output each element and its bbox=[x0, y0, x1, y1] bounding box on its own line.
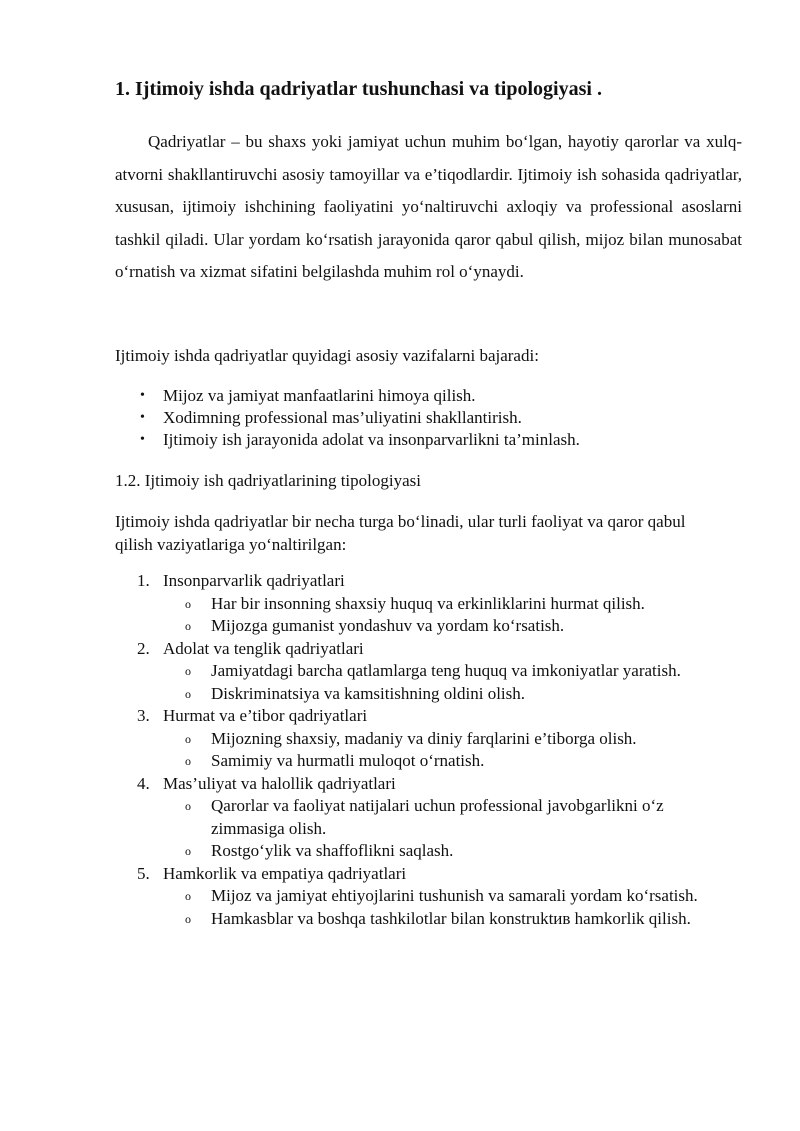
circle-bullet-icon: o bbox=[185, 889, 191, 903]
circle-bullet-icon: o bbox=[185, 754, 191, 768]
sub-list-item-text: Qarorlar va faoliyat natijalari uchun professional javobgarlikni o‘z zimmasiga olish. bbox=[211, 796, 664, 838]
value-type-item bbox=[115, 638, 755, 706]
sub-list-item bbox=[163, 660, 711, 683]
sub-list-item-text: Jamiyatdagi barcha qatlamlarga teng huquq va imkoniyatlar yaratish. bbox=[211, 661, 681, 680]
sub-list bbox=[163, 593, 755, 638]
value-type-item bbox=[115, 705, 755, 773]
bullet-icon: • bbox=[140, 410, 145, 425]
section-intro: Ijtimoiy ishda qadriyatlar bir necha turga bo‘linadi, ular turli faoliyat va qaror qabul qilish vaziyatlariga yo‘naltirilgan: bbox=[115, 512, 686, 554]
sub-list-item-text: Diskriminatsiya va kamsitishning oldini olish. bbox=[211, 683, 526, 703]
circle-bullet-icon: o bbox=[185, 596, 191, 611]
item-number: 5. bbox=[137, 863, 150, 883]
page-title: 1. Ijtimoiy ishda qadriyatlar tushunchasi va tipologiyasi . bbox=[115, 78, 602, 100]
bullet-icon: • bbox=[140, 388, 145, 403]
list-item-text: Ijtimoiy ish jarayonida adolat va insonparvarlikni ta’minlash. bbox=[163, 430, 580, 449]
circle-bullet-icon: o bbox=[185, 799, 191, 813]
functions-heading: Ijtimoiy ishda qadriyatlar quyidagi asosiy vazifalarni bajaradi: bbox=[115, 346, 539, 365]
functions-list bbox=[115, 385, 755, 451]
circle-bullet-icon: o bbox=[185, 619, 191, 633]
sub-list-item-text: Mijozning shaxsiy, madaniy va diniy farqlarini e’tiborga olish. bbox=[211, 728, 637, 748]
sub-list bbox=[163, 795, 755, 863]
item-number: 1. bbox=[137, 571, 150, 590]
sub-list-item bbox=[163, 885, 711, 908]
sub-list-item bbox=[163, 683, 711, 706]
item-number: 2. bbox=[137, 638, 150, 658]
value-type-name: Insonparvarlik qadriyatlari bbox=[163, 571, 345, 590]
item-number: 4. bbox=[137, 773, 150, 793]
circle-bullet-icon: o bbox=[185, 664, 191, 678]
value-type-name: Hamkorlik va empatiya qadriyatlari bbox=[163, 863, 407, 883]
bullet-icon: • bbox=[140, 432, 145, 447]
circle-bullet-icon: o bbox=[185, 731, 191, 746]
value-type-item bbox=[115, 570, 755, 638]
sub-list-item bbox=[163, 795, 711, 840]
value-type-name: Adolat va tenglik qadriyatlari bbox=[163, 638, 364, 658]
sub-list bbox=[163, 728, 755, 773]
circle-bullet-icon: o bbox=[185, 686, 191, 701]
sub-list-item-text: Har bir insonning shaxsiy huquq va erkinliklarini hurmat qilish. bbox=[211, 593, 645, 613]
item-number: 3. bbox=[137, 706, 150, 725]
value-type-name: Mas’uliyat va halollik qadriyatlari bbox=[163, 773, 396, 793]
list-item-text: Mijoz va jamiyat manfaatlarini himoya qilish. bbox=[163, 386, 476, 405]
intro-paragraph: Qadriyatlar – bu shaxs yoki jamiyat uchun muhim bo‘lgan, hayotiy qarorlar va xulq-atvorni shakllantiruvchi asosiy tamoyillar va e’tiqodlardir. Ijtimoiy ish sohasida qadriyatlar, xususan, ijtimoiy ishchining faoliyatini yo‘naltiruvchi axloqiy va professional asoslarni tashkil qiladi. Ular yordam ko‘rsatish jarayonida qaror qabul qilish, mijoz bilan munosabat o‘rnatish va xizmat sifatini belgilashda muhim rol o‘ynaydi. bbox=[115, 132, 742, 282]
circle-bullet-icon: o bbox=[185, 911, 191, 926]
sub-list bbox=[163, 660, 755, 705]
value-types-list bbox=[115, 570, 755, 930]
circle-bullet-icon: o bbox=[185, 844, 191, 858]
sub-list-item-text: Samimiy va hurmatli muloqot o‘rnatish. bbox=[211, 751, 485, 770]
sub-list-item bbox=[163, 593, 711, 616]
sub-list-item bbox=[163, 728, 711, 751]
list-item bbox=[115, 429, 755, 451]
sub-list-item-text: Mijozga gumanist yondashuv va yordam ko‘rsatish. bbox=[211, 616, 565, 635]
list-item bbox=[115, 385, 755, 407]
sub-list-item bbox=[163, 750, 711, 773]
value-type-item bbox=[115, 863, 755, 931]
value-type-name: Hurmat va e’tibor qadriyatlari bbox=[163, 706, 368, 725]
sub-list-item bbox=[163, 615, 711, 638]
sub-list bbox=[163, 885, 755, 930]
sub-list-item bbox=[163, 840, 711, 863]
sub-list-item bbox=[163, 908, 711, 931]
section-heading: 1.2. Ijtimoiy ish qadriyatlarining tipologiyasi bbox=[115, 471, 421, 490]
list-item-text: Xodimning professional mas’uliyatini shakllantirish. bbox=[163, 408, 522, 427]
sub-list-item-text: Mijoz va jamiyat ehtiyojlarini tushunish va samarali yordam ko‘rsatish. bbox=[211, 886, 698, 905]
list-item bbox=[115, 407, 755, 429]
sub-list-item-text: Rostgo‘ylik va shaffoflikni saqlash. bbox=[211, 841, 454, 860]
sub-list-item-text: Hamkasblar va boshqa tashkilotlar bilan konstruktив hamkorlik qilish. bbox=[211, 908, 691, 928]
value-type-item bbox=[115, 773, 755, 863]
